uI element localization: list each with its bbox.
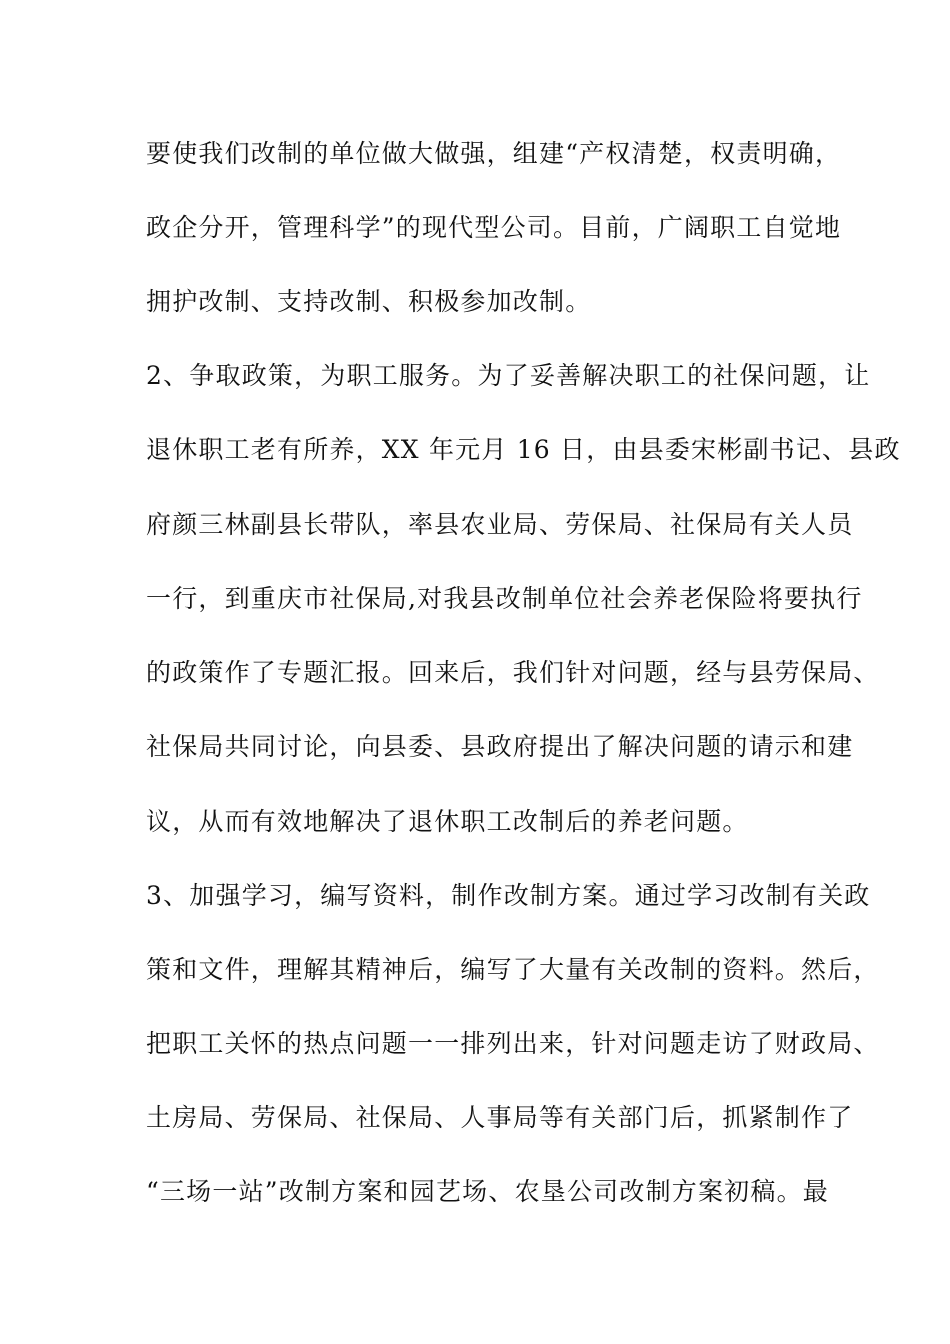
text-line: 议，从而有效地解决了退休职工改制后的养老问题。 bbox=[146, 807, 749, 836]
text-line: 土房局、劳保局、社保局、人事局等有关部门后，抓紧制作了 bbox=[146, 1103, 854, 1132]
text-line: 社保局共同讨论，向县委、县政府提出了解决问题的请示和建 bbox=[146, 732, 854, 761]
text-line: 退休职工老有所养，XX 年元月 16 日，由县委宋彬副书记、县政 bbox=[146, 435, 901, 464]
text-line: 政企分开，管理科学”的现代型公司。目前，广阔职工自觉地 bbox=[146, 213, 842, 242]
text-line: 一行，到重庆市社保局,对我县改制单位社会养老保险将要执行 bbox=[146, 584, 863, 613]
text-line: 要使我们改制的单位做大做强，组建“产权清楚，权责明确， bbox=[146, 139, 842, 168]
text-line: 的政策作了专题汇报。回来后，我们针对问题，经与县劳保局、 bbox=[146, 658, 880, 687]
text-line: 府颜三林副县长带队，率县农业局、劳保局、社保局有关人员 bbox=[146, 510, 854, 539]
text-line: “三场一站”改制方案和园艺场、农垦公司改制方案初稿。最 bbox=[146, 1177, 829, 1206]
text-line: 拥护改制、支持改制、积极参加改制。 bbox=[146, 287, 592, 316]
text-line: 把职工关怀的热点问题一一排列出来，针对问题走访了财政局、 bbox=[146, 1029, 880, 1058]
text-line: 2、争取政策，为职工服务。为了妥善解决职工的社保问题，让 bbox=[146, 361, 871, 390]
text-line: 策和文件，理解其精神后，编写了大量有关改制的资料。然后， bbox=[146, 955, 880, 984]
text-line: 3、加强学习，编写资料，制作改制方案。通过学习改制有关政 bbox=[146, 881, 871, 910]
